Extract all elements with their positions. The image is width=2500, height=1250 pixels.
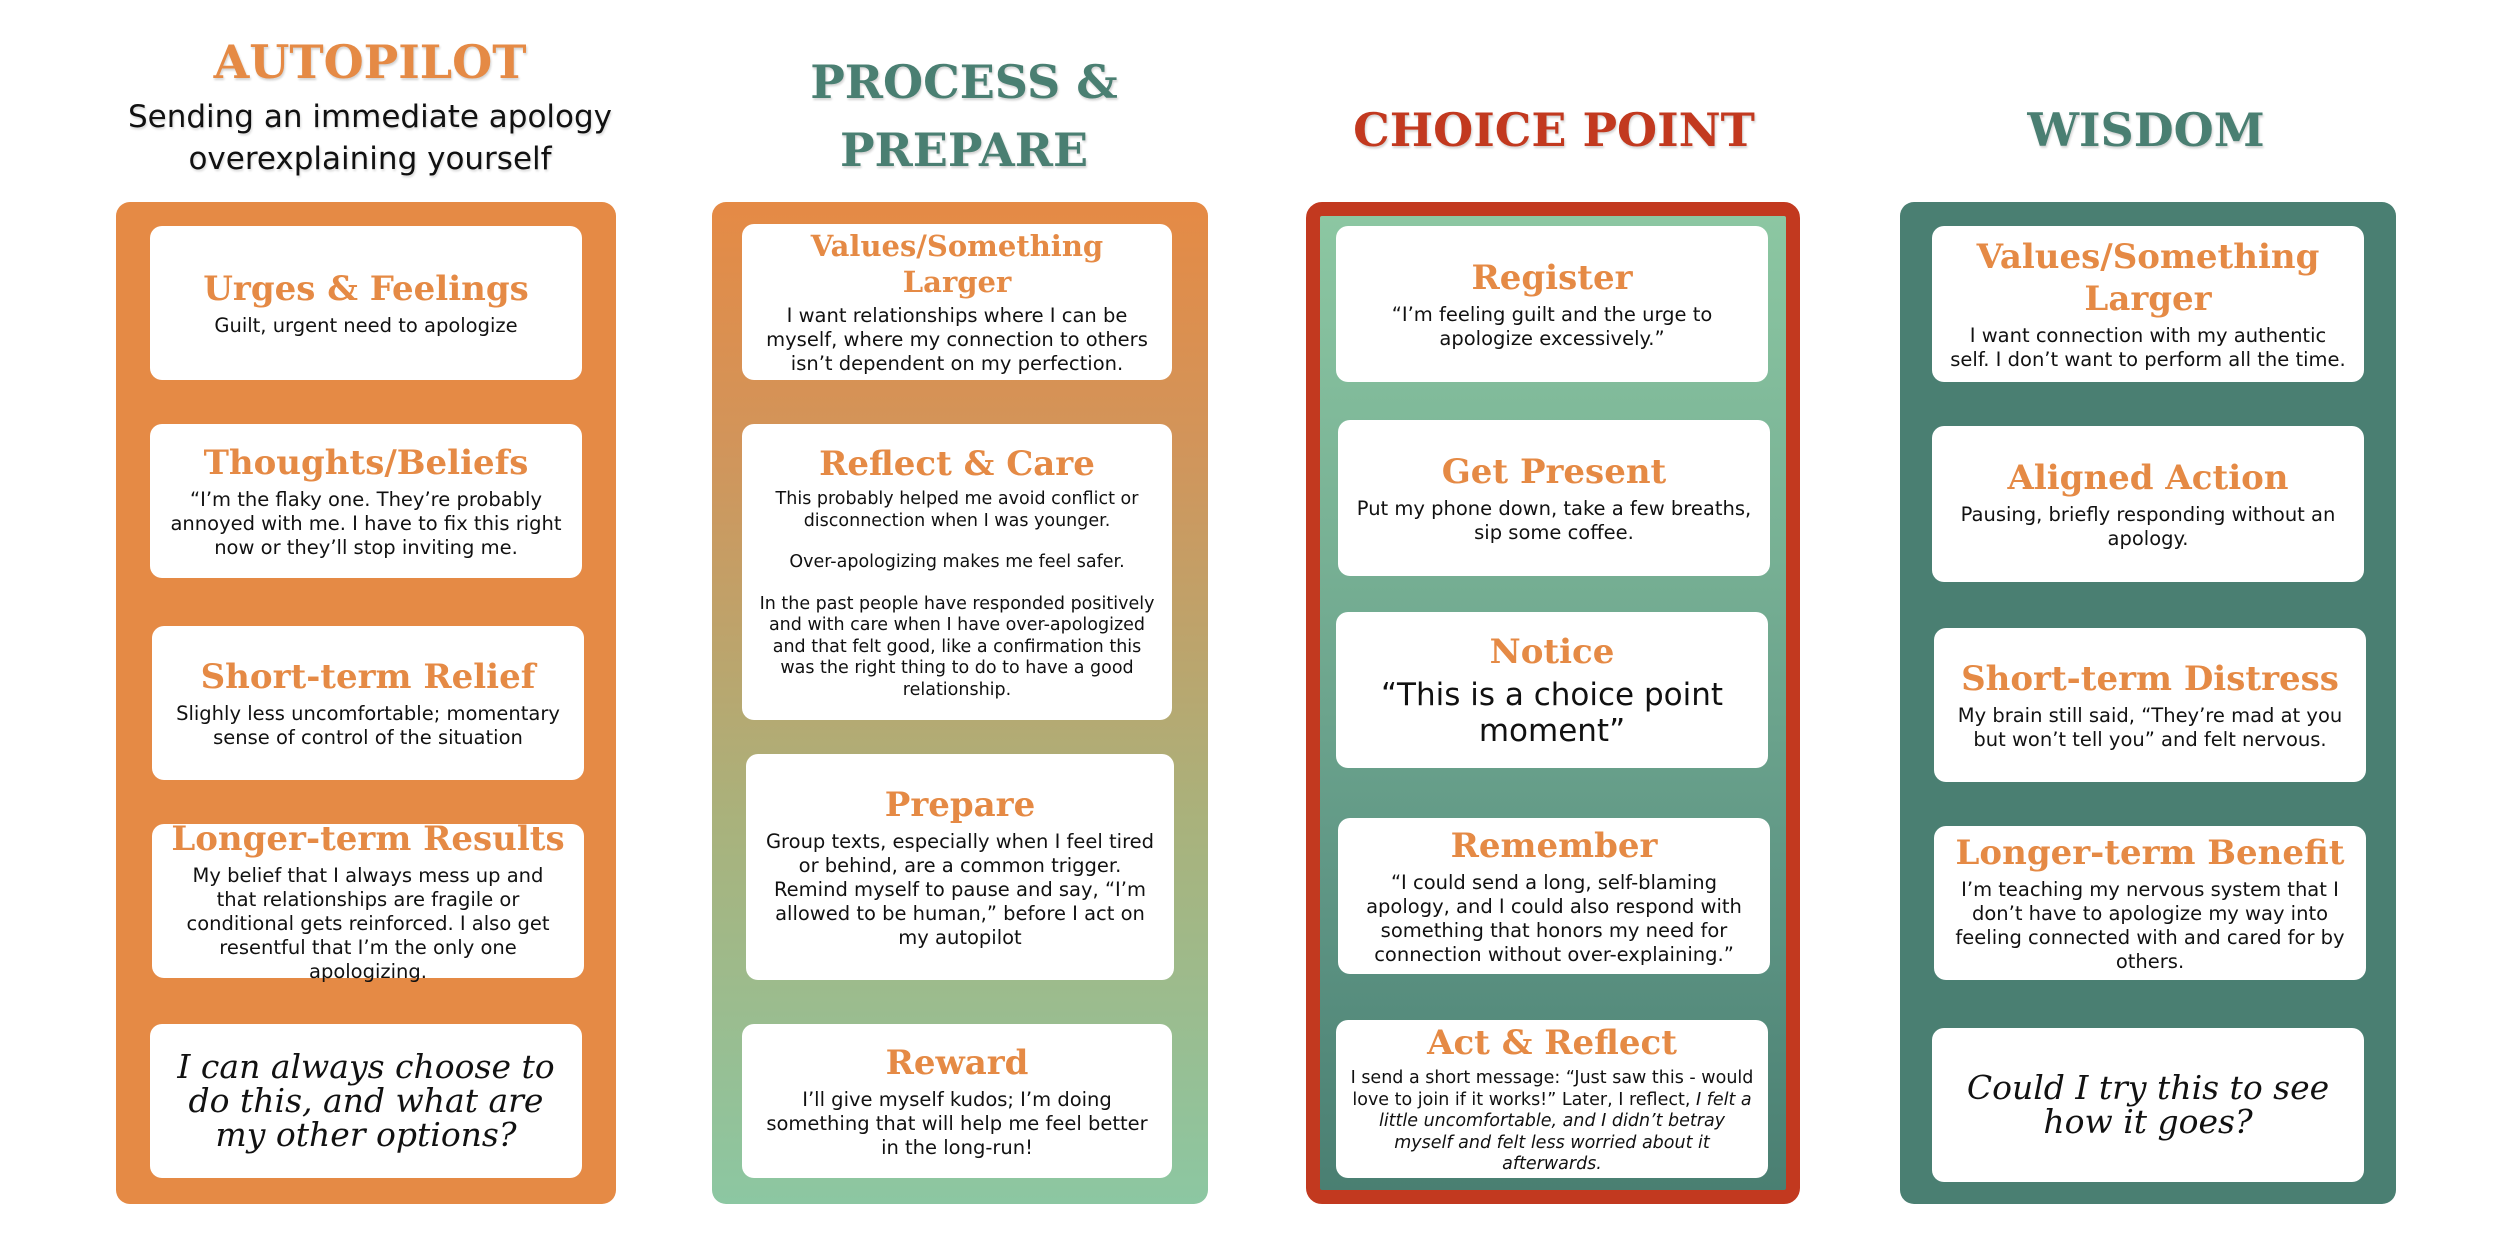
process-card-prepare <box>746 754 1174 980</box>
act-body-plain: I send a short message: “Just saw this - would love to join if it works!” Later, I reflect, <box>1350 1068 1754 1110</box>
card-body: I want connection with my authentic self. I don’t want to perform all the time. <box>1950 324 2346 371</box>
card-body: My belief that I always mess up and that relationships are fragile or conditional gets reinforced. I also get resentful that I’m the only one apologizing. <box>186 864 550 983</box>
card-body: Pausing, briefly responding without an apology. <box>1960 503 2336 550</box>
card-title: Longer-term Benefit <box>1955 833 2345 873</box>
choice-card-register <box>1336 226 1768 382</box>
card-title: Thoughts/Beliefs <box>203 443 529 483</box>
card-title: Urges & Feelings <box>203 269 529 309</box>
wisdom-card-distress <box>1934 628 2366 782</box>
wisdom-header <box>1896 98 2396 162</box>
wisdom-panel <box>1900 202 2396 1204</box>
card-body: Slighly less uncomfortable; momentary sense of control of the situation <box>176 702 560 749</box>
choice-card-notice <box>1336 612 1768 768</box>
autopilot-card-thoughts <box>150 424 582 578</box>
card-title: Get Present <box>1441 452 1667 492</box>
autopilot-closing-question: I can always choose to do this, and what are my other options? <box>177 1047 555 1154</box>
card-body: “I’m the flaky one. They’re probably annoyed with me. I have to fix this right now or they’ll stop inviting me. <box>170 488 562 559</box>
card-title: Remember <box>1450 826 1658 866</box>
reflect-paragraph-3: In the past people have responded positively and with care when I have over-apologized and that felt good, like a confirmation this was the right thing to do to have a good relationship. <box>759 593 1155 700</box>
card-body: I’ll give myself kudos; I’m doing something that will help me feel better in the long-run! <box>766 1088 1148 1159</box>
wisdom-card-benefit <box>1934 826 2366 980</box>
card-body: Guilt, urgent need to apologize <box>214 314 518 337</box>
process-card-reward <box>742 1024 1172 1178</box>
autopilot-subtitle <box>116 96 624 180</box>
autopilot-title: AUTOPILOT <box>213 35 527 89</box>
card-title: Register <box>1471 258 1633 298</box>
choice-card-present <box>1338 420 1770 576</box>
autopilot-card-relief <box>152 626 584 780</box>
process-card-values <box>742 224 1172 380</box>
autopilot-panel <box>116 202 616 1204</box>
card-title: Reflect & Care <box>819 444 1095 484</box>
card-title: Prepare <box>884 785 1036 825</box>
process-title-line2: PREPARE <box>839 123 1089 177</box>
process-panel <box>712 202 1208 1204</box>
choice-title: CHOICE POINT <box>1353 103 1755 157</box>
card-body <box>758 489 1156 701</box>
card-body: I’m teaching my nervous system that I don’t have to apologize my way into feeling connected with and cared for by others. <box>1955 878 2345 973</box>
card-body <box>1350 1068 1754 1176</box>
card-title: Notice <box>1489 632 1615 672</box>
process-card-reflect <box>742 424 1172 720</box>
choice-card-remember <box>1338 818 1770 974</box>
reflect-paragraph-1: This probably helped me avoid conflict or disconnection when I was younger. <box>775 489 1139 531</box>
choice-panel <box>1306 202 1800 1204</box>
card-title: Aligned Action <box>2007 458 2289 498</box>
card-title: Values/Something Larger <box>1976 237 2320 319</box>
autopilot-subtitle-line1: Sending an immediate apology <box>127 99 613 135</box>
card-title: Reward <box>885 1043 1029 1083</box>
card-body: Group texts, especially when I feel tired or behind, are a common trigger. Remind myself to pause and say, “I’m allowed to be human,” before I act on my autopilot <box>765 830 1155 949</box>
card-title: Longer-term Results <box>171 819 565 859</box>
reflect-paragraph-2: Over-apologizing makes me feel safer. <box>789 552 1125 572</box>
process-title-line1: PROCESS & <box>810 55 1118 109</box>
card-title: Values/Something Larger <box>810 229 1104 299</box>
choice-card-act <box>1336 1020 1768 1178</box>
autopilot-card-urges <box>150 226 582 380</box>
card-body: My brain still said, “They’re mad at you but won’t tell you” and felt nervous. <box>1957 704 2343 751</box>
wisdom-card-closing <box>1932 1028 2364 1182</box>
card-body: I want relationships where I can be myself, where my connection to others isn’t dependent on my perfection. <box>766 304 1148 375</box>
act-body-italic: I felt a little uncomfortable, and I didn’t betray myself and felt less worried about it afterwards. <box>1378 1089 1752 1175</box>
autopilot-header <box>116 30 624 180</box>
process-header <box>712 48 1216 184</box>
card-body: “I’m feeling guilt and the urge to apologize excessively.” <box>1391 303 1713 350</box>
autopilot-card-closing <box>150 1024 582 1178</box>
card-body: “This is a choice point moment” <box>1380 677 1724 749</box>
wisdom-card-values <box>1932 226 2364 382</box>
card-title: Act & Reflect <box>1427 1023 1677 1064</box>
card-body: Put my phone down, take a few breaths, sip some coffee. <box>1356 497 1752 544</box>
wisdom-title: WISDOM <box>2027 103 2265 157</box>
card-title: Short-term Distress <box>1961 659 2339 699</box>
choice-header <box>1304 98 1804 162</box>
card-body: “I could send a long, self-blaming apology, and I could also respond with something that honors my need for connection without over-explaining.” <box>1366 871 1742 966</box>
card-title: Short-term Relief <box>200 657 536 697</box>
wisdom-closing-question: Could I try this to see how it goes? <box>1966 1068 2330 1141</box>
wisdom-card-aligned <box>1932 426 2364 582</box>
autopilot-card-results <box>152 819 584 983</box>
process-title <box>712 48 1216 184</box>
autopilot-subtitle-line2: overexplaining yourself <box>188 141 552 177</box>
